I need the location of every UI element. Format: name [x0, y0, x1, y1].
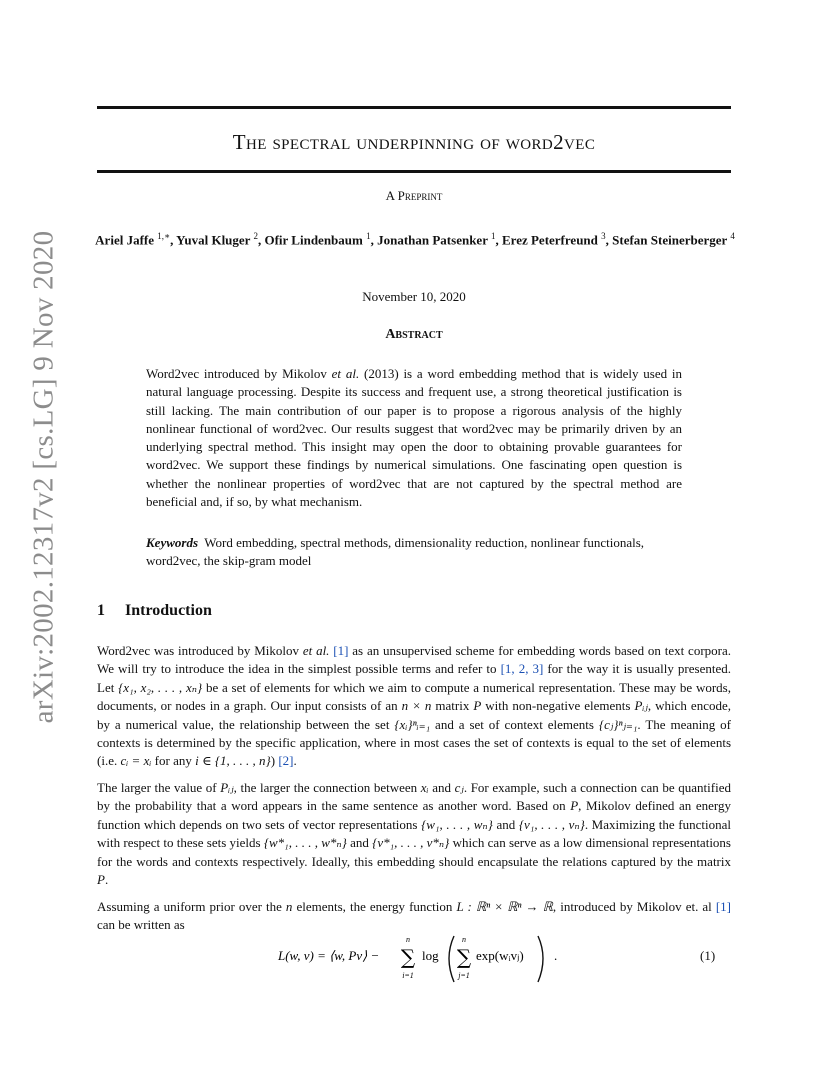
author-affiliation: 1: [366, 231, 371, 241]
sum-upper-limit: n: [406, 935, 410, 944]
citation-link[interactable]: [1]: [333, 643, 349, 658]
section-title: Introduction: [125, 602, 212, 619]
author-name: Erez Peterfreund: [501, 232, 598, 248]
paragraph-2: The larger the value of Pᵢⱼ, the larger the connection between xᵢ and cⱼ. For example, such a connection can be quantified by the probability that a word appears in the same sentence as another word. Based on P, Mikolov defined an energy function which depends on two sets of vector representations {w₁, . . . , wₙ} and {v₁, . . . , vₙ}. Maximizing the functional with respect to these sets yields {w*₁, . . . , w*ₙ} and {v*₁, . . . , v*ₙ} which can serve as a low dimensional representations for the words and contexts respectively. Ideally, this embedding should encapsulate the relations captured by the matrix P.: [97, 780, 731, 888]
paragraph-3: Assuming a uniform prior over the n elements, the energy function L : ℝⁿ × ℝⁿ → ℝ, introduced by Mikolov et. al [1] can be written as: [97, 899, 731, 933]
author-affiliation: 2: [253, 231, 258, 241]
sum-upper-limit: n: [462, 935, 466, 944]
sum-lower-limit: i=1: [402, 971, 414, 980]
sum-symbol: ∑: [400, 945, 416, 969]
paragraph-1: Word2vec was introduced by Mikolov et al. [1] as an unsupervised scheme for embedding words based on text corpora. We will try to introduce the idea in the simplest possible terms and refer to [1, 2, 3] for the way it is usually presented. Let {x₁, x₂, . . . , xₙ} be a set of elements for which we aim to compute a numerical representation. These may be words, documents, or nodes in a graph. Our input consists of an n × n matrix P with non-negative elements Pᵢⱼ, which encode, by a numerical value, the relationship between the set {xᵢ}ⁿᵢ₌₁ and a set of context elements {cⱼ}ⁿⱼ₌₁. The meaning of contexts is determined by the specific application, where in most cases the set of contexts is equal to the set of elements (i.e. cᵢ = xᵢ for any i ∈ {1, . . . , n}) [2].: [97, 643, 732, 769]
exp-term: exp(wᵢvⱼ): [476, 948, 524, 963]
keywords-text: Word embedding, spectral methods, dimensionality reduction, nonlinear functionals, word2vec, the skip-gram model: [146, 535, 645, 569]
equation-svg: [270, 932, 570, 988]
abstract-heading: Abstract: [385, 327, 443, 342]
sum-lower-limit: j=1: [458, 971, 470, 980]
citation-link[interactable]: [1]: [715, 899, 731, 914]
preprint-label: A Preprint: [385, 188, 443, 203]
equation-period: .: [554, 948, 558, 963]
arxiv-stamp-text: arXiv:2002.12317v2 [cs.LG] 9 Nov 2020: [27, 230, 60, 724]
author-name: Ariel Jaffe: [95, 232, 155, 248]
author-name: Ofir Lindenbaum: [264, 232, 363, 248]
equation-lhs: L(w, v) = ⟨w, Pv⟩ −: [278, 948, 380, 963]
keywords-block: [146, 534, 682, 571]
paper-date: November 10, 2020: [362, 289, 466, 304]
author-name: Stefan Steinerberger: [612, 232, 728, 248]
top-rule: [97, 106, 731, 109]
paper-title: The spectral underpinning of word2vec: [232, 130, 596, 154]
section-number: 1: [97, 602, 105, 619]
keywords-label: Keywords: [146, 535, 198, 550]
author-name: Yuval Kluger: [176, 232, 251, 248]
citation-link[interactable]: [2]: [278, 753, 294, 769]
sum-symbol: ∑: [456, 945, 472, 969]
right-paren: [538, 936, 543, 982]
author-list: Ariel Jaffe $^{1,∗}$, Yuval Kluger $^2$, Ofir Lindenbaum $^1$, Jonathan Patsenker $^1$, Erez Peterfreund $^3$, Stefan Steinerberger $^4$: [95, 231, 735, 248]
author-affiliation: 1: [490, 231, 496, 241]
log-operator: log: [422, 948, 439, 963]
author-affiliation: 3: [601, 231, 606, 241]
author-affiliation: 4: [730, 231, 735, 241]
author-affiliation: 1,∗: [157, 231, 171, 241]
title-bottom-rule: [97, 170, 731, 173]
section-heading: [97, 602, 212, 620]
abstract-body: Word2vec introduced by Mikolov et al. (2013) is a word embedding method that is widely used in natural language processing. Despite its success and frequent use, a strong theoretical justification is still lacking. The main contribution of our paper is to propose a rigorous analysis of the highly nonlinear functional of word2vec. Our results suggest that word2vec may be primarily driven by an underlying spectral method. This insight may open the door to obtaining provable guarantees for word2vec. We support these findings by numerical simulations. One fascinating open question is whether the nonlinear properties of word2vec that are not captured by the spectral method are beneficial and, if so, by what mechanism.: [146, 366, 682, 510]
author-name: Jonathan Patsenker: [377, 232, 488, 248]
equation-number: (1): [700, 948, 716, 963]
left-paren: [449, 936, 454, 982]
equation-1: [270, 932, 570, 988]
citation-link[interactable]: [1, 2, 3]: [500, 661, 544, 677]
